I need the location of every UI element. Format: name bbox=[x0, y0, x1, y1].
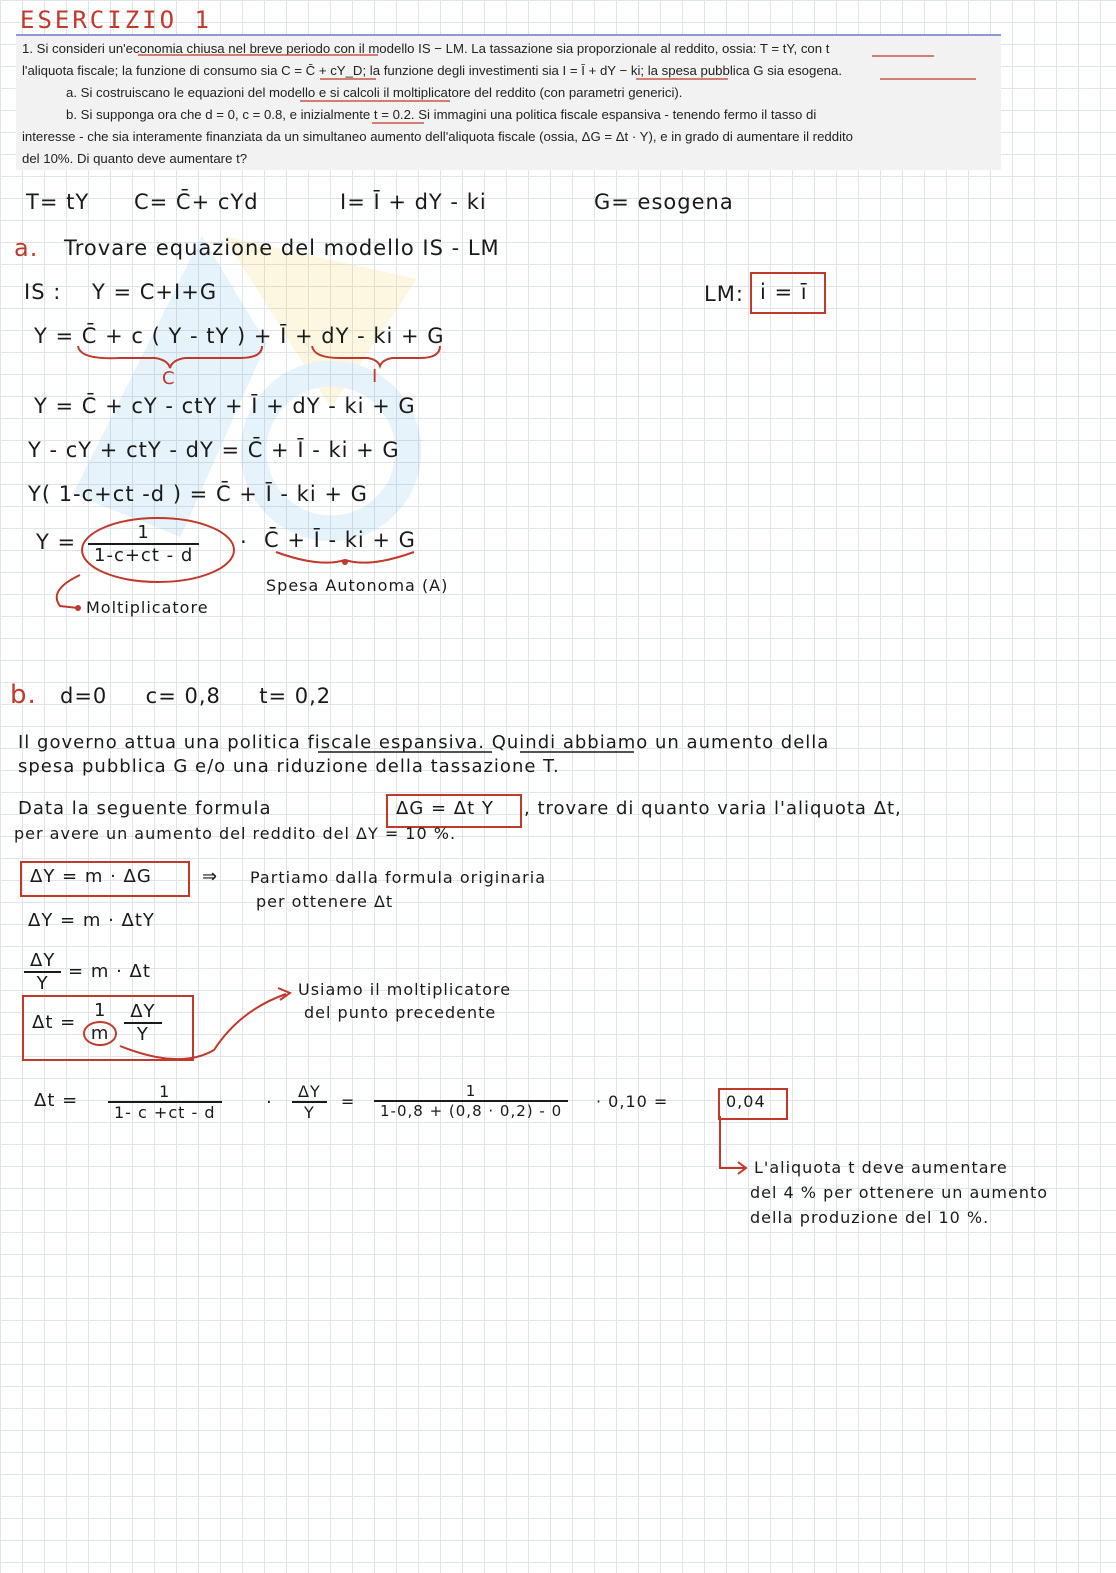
brace-i-label: I bbox=[372, 366, 379, 387]
part-a-label: a. bbox=[14, 234, 39, 262]
problem-statement bbox=[16, 34, 1001, 170]
final-frac-1 bbox=[108, 1082, 222, 1122]
autonomous-label: Spesa Autonoma (A) bbox=[266, 576, 449, 595]
problem-part-a: a. Si costruiscano le equazioni del modello e si calcoli il moltiplicatore del reddito (con parametri generici). bbox=[66, 85, 683, 100]
step-3 bbox=[32, 1000, 162, 1046]
lm-label: LM: bbox=[704, 282, 744, 306]
final-frac-2: $\frac{\Delta Y}{Y}$ = bbox=[292, 1082, 355, 1122]
final-num-1: 1 bbox=[108, 1082, 222, 1103]
part-b-text-1: Il governo attua una politica fiscale espansiva. Quindi abbiamo un aumento della bbox=[18, 732, 830, 753]
final-num-2: ΔY bbox=[292, 1082, 327, 1103]
problem-part-b: b. Si supponga ora che d = 0, c = 0.8, e inizialmente t = 0.2. Si immagini una politica fiscale espansiva - tenendo fermo il tasso di bbox=[66, 107, 817, 122]
step-2-rhs: = m · Δt bbox=[68, 961, 151, 982]
eq-line-4: Y( 1-c+ct -d ) = C̄ + Ī - ki + G bbox=[28, 482, 368, 506]
is-equation: Y = C+I+G bbox=[92, 280, 218, 304]
multiplier-denominator: 1-c+ct - d bbox=[94, 545, 194, 566]
part-b-label: b. bbox=[10, 680, 37, 710]
brace-c-label: C bbox=[162, 368, 176, 389]
part-b-text-3a: Data la seguente formula bbox=[18, 798, 272, 819]
is-label: IS : bbox=[24, 280, 62, 304]
multiplier-fraction bbox=[88, 522, 199, 566]
eq-line-2: Y = C̄ + cY - ctY + Ī + dY - ki + G bbox=[34, 394, 416, 418]
step-3-num-2: ΔY bbox=[124, 1001, 161, 1024]
final-num-3: 1 bbox=[374, 1082, 568, 1102]
step-3-den-1: m bbox=[83, 1021, 118, 1046]
step-2-num: ΔY bbox=[24, 950, 61, 973]
step-2 bbox=[24, 950, 151, 994]
step-3-den-2: Y bbox=[136, 1024, 149, 1045]
times-dot: · bbox=[240, 530, 248, 554]
multiplier-numerator: 1 bbox=[88, 522, 199, 545]
final-den-2: Y bbox=[303, 1103, 315, 1122]
brace-c-icon bbox=[78, 346, 262, 368]
problem-line: interesse - che sia interamente finanziata da un simultaneo aumento dell'aliquota fiscale (ossia, ΔG = Δt · Y), e in grado di aumentare il reddito bbox=[22, 129, 854, 144]
given-investment: I= Ī + dY - ki bbox=[340, 190, 487, 214]
conclusion-2: del 4 % per ottenere un aumento bbox=[750, 1183, 1049, 1202]
final-den-3: 1-0,8 + (0,8 · 0,2) - 0 bbox=[380, 1102, 563, 1120]
given-consumption: C= C̄+ cYd bbox=[134, 190, 259, 214]
conclusion-3: della produzione del 10 %. bbox=[750, 1208, 990, 1227]
part-a-heading: Trovare equazione del modello IS - LM bbox=[64, 236, 500, 260]
exercise-title: ESERCIZIO 1 bbox=[20, 6, 212, 34]
conclusion-1: L'aliquota t deve aumentare bbox=[754, 1158, 1008, 1177]
problem-line: l'aliquota fiscale; la funzione di consumo sia C = C̄ + cY_D; la funzione degli investimenti sia I = Ī + dY − ki; la spesa pubblica G sia esogena. bbox=[22, 63, 842, 78]
note-1a: Partiamo dalla formula originaria bbox=[250, 868, 547, 887]
final-mult: · 0,10 = bbox=[596, 1092, 669, 1111]
given-government: G= esogena bbox=[594, 190, 734, 214]
final-dot: · bbox=[266, 1092, 273, 1113]
watermark-logo-icon bbox=[30, 150, 460, 580]
result-value: 0,04 bbox=[726, 1092, 766, 1111]
lm-equation: i = ī bbox=[760, 280, 808, 304]
eq-line-3: Y - cY + ctY - dY = C̄ + Ī - ki + G bbox=[28, 438, 400, 462]
eq-line-5-lhs: Y = bbox=[36, 530, 77, 554]
part-b-text-2: spesa pubblica G e/o una riduzione della tassazione T. bbox=[18, 756, 560, 777]
step-3-num-1: 1 bbox=[93, 1000, 107, 1021]
problem-line: del 10%. Di quanto deve aumentare t? bbox=[22, 151, 248, 166]
eq-box-text: ΔY = m · ΔG bbox=[30, 866, 152, 887]
final-den-1: 1- c +ct - d bbox=[114, 1103, 216, 1122]
note-2b: del punto precedente bbox=[304, 1003, 497, 1022]
part-b-text-4: per avere un aumento del reddito del ΔY = 10 %. bbox=[14, 824, 457, 843]
step-2-den: Y bbox=[36, 973, 49, 994]
autonomous-expression: C̄ + Ī - ki + G bbox=[264, 528, 416, 552]
eq-line-1: Y = C̄ + c ( Y - tY ) + Ī + dY - ki + G bbox=[34, 324, 445, 348]
final-frac-3 bbox=[374, 1082, 568, 1120]
given-tax: T= tY bbox=[26, 190, 90, 214]
note-2a: Usiamo il moltiplicatore bbox=[298, 980, 512, 999]
part-b-params: d=0 c= 0,8 t= 0,2 bbox=[60, 684, 332, 708]
brace-i-icon bbox=[312, 346, 440, 366]
step-3-lhs: Δt = bbox=[32, 1012, 77, 1033]
final-lhs: Δt = bbox=[34, 1090, 79, 1111]
part-b-text-3b: , trovare di quanto varia l'aliquota Δt, bbox=[524, 798, 902, 819]
problem-line: 1. Si consideri un'economia chiusa nel breve periodo con il modello IS − LM. La tassazione sia proporzionale al reddito, ossia: T = tY, con t bbox=[22, 41, 830, 56]
multiplier-label: Moltiplicatore bbox=[86, 598, 209, 617]
note-1b: per ottenere Δt bbox=[256, 892, 394, 911]
implies-arrow: ⇒ bbox=[202, 866, 219, 887]
step-1: ΔY = m · ΔtY bbox=[28, 910, 155, 931]
formula-box-text: ΔG = Δt Y bbox=[396, 798, 494, 819]
